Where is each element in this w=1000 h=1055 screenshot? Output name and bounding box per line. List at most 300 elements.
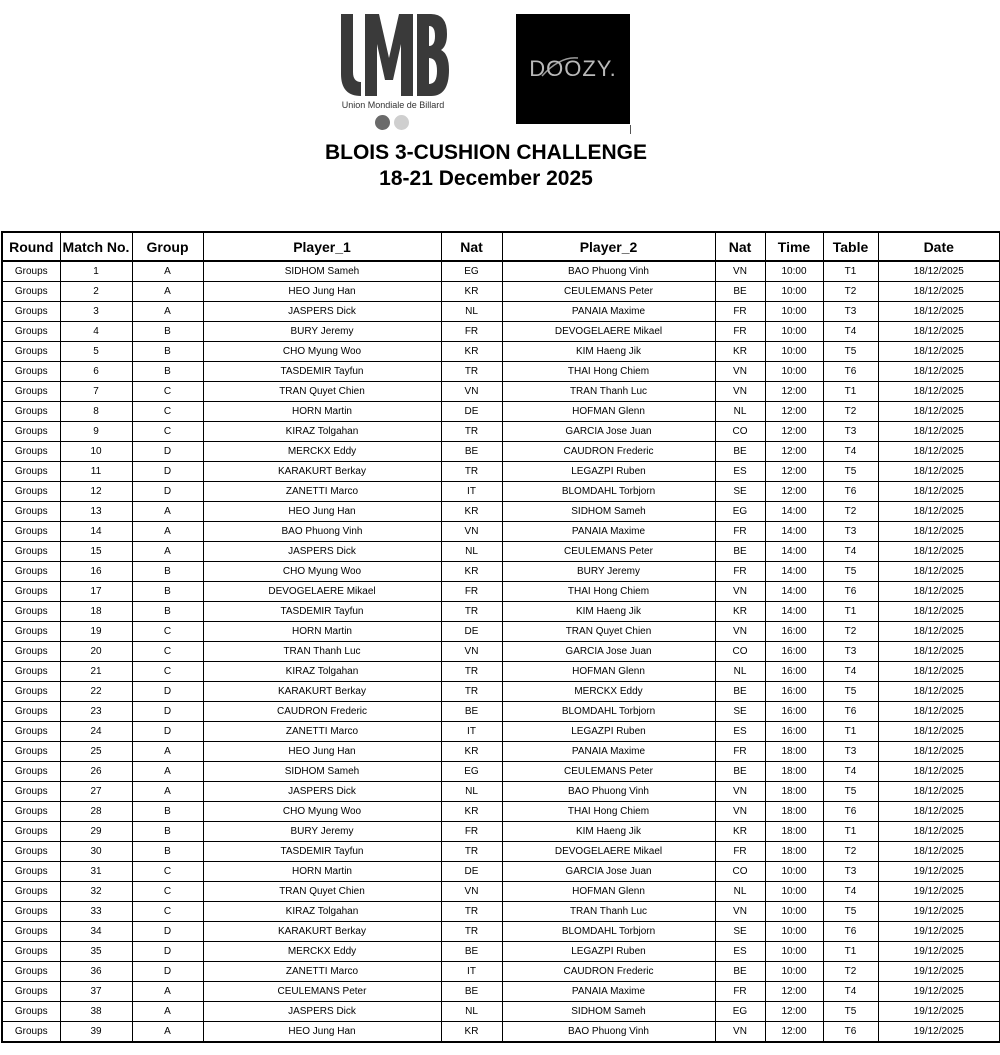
table-cell: 30 [60, 842, 132, 862]
table-cell: BE [715, 682, 765, 702]
table-cell: CO [715, 422, 765, 442]
table-cell: T4 [823, 882, 878, 902]
table-row [2, 442, 1000, 462]
table-cell: T5 [823, 902, 878, 922]
table-cell: KIRAZ Tolgahan [203, 422, 441, 442]
table-cell: A [132, 522, 203, 542]
table-row [2, 802, 1000, 822]
table-cell: GARCIA Jose Juan [502, 422, 715, 442]
table-cell: EG [441, 762, 502, 782]
table-cell: 4 [60, 322, 132, 342]
table-cell: 18/12/2025 [878, 502, 1000, 522]
table-cell: NL [715, 402, 765, 422]
table-cell: CHO Myung Woo [203, 342, 441, 362]
table-cell: T1 [823, 602, 878, 622]
table-cell: Groups [2, 402, 60, 422]
table-cell: KIRAZ Tolgahan [203, 662, 441, 682]
table-cell: HOFMAN Glenn [502, 882, 715, 902]
table-cell: SIDHOM Sameh [502, 502, 715, 522]
table-cell: 18/12/2025 [878, 582, 1000, 602]
table-cell: BLOMDAHL Torbjorn [502, 702, 715, 722]
column-header: Player_1 [203, 232, 441, 261]
table-cell: CAUDRON Frederic [502, 962, 715, 982]
table-cell: T2 [823, 402, 878, 422]
table-cell: 18 [60, 602, 132, 622]
table-cell: FR [715, 522, 765, 542]
table-cell: KR [441, 742, 502, 762]
table-cell: JASPERS Dick [203, 782, 441, 802]
table-cell: 38 [60, 1002, 132, 1022]
table-cell: 15 [60, 542, 132, 562]
table-row [2, 322, 1000, 342]
table-row [2, 602, 1000, 622]
table-cell: VN [715, 802, 765, 822]
table-cell: VN [441, 642, 502, 662]
table-cell: TR [441, 362, 502, 382]
table-cell: CEULEMANS Peter [502, 282, 715, 302]
column-header: Nat [441, 232, 502, 261]
table-cell: T5 [823, 782, 878, 802]
dark-ball-icon [375, 115, 390, 130]
table-cell: LEGAZPI Ruben [502, 462, 715, 482]
table-cell: 19/12/2025 [878, 982, 1000, 1002]
table-cell: NL [715, 662, 765, 682]
table-cell: 12:00 [765, 1002, 823, 1022]
table-cell: DEVOGELAERE Mikael [203, 582, 441, 602]
table-cell: 18:00 [765, 802, 823, 822]
table-cell: Groups [2, 782, 60, 802]
table-cell: LEGAZPI Ruben [502, 722, 715, 742]
table-cell: BURY Jeremy [203, 822, 441, 842]
table-cell: C [132, 862, 203, 882]
table-cell: T2 [823, 502, 878, 522]
table-cell: T2 [823, 842, 878, 862]
table-cell: B [132, 602, 203, 622]
table-cell: VN [715, 782, 765, 802]
table-cell: EG [715, 1002, 765, 1022]
table-cell: KARAKURT Berkay [203, 682, 441, 702]
table-cell: T4 [823, 322, 878, 342]
table-cell: 36 [60, 962, 132, 982]
table-cell: A [132, 261, 203, 282]
table-cell: T4 [823, 542, 878, 562]
table-cell: TRAN Thanh Luc [502, 382, 715, 402]
table-cell: BE [715, 282, 765, 302]
table-row [2, 642, 1000, 662]
table-cell: T1 [823, 822, 878, 842]
table-cell: 18/12/2025 [878, 402, 1000, 422]
table-cell: BLOMDAHL Torbjorn [502, 922, 715, 942]
table-cell: T3 [823, 422, 878, 442]
table-cell: Groups [2, 862, 60, 882]
table-cell: 14:00 [765, 602, 823, 622]
table-cell: 33 [60, 902, 132, 922]
table-cell: 18/12/2025 [878, 602, 1000, 622]
table-row [2, 982, 1000, 1002]
table-cell: 6 [60, 362, 132, 382]
table-cell: C [132, 402, 203, 422]
table-cell: C [132, 642, 203, 662]
table-cell: 14:00 [765, 502, 823, 522]
table-cell: VN [715, 382, 765, 402]
table-cell: 18/12/2025 [878, 782, 1000, 802]
table-cell: DE [441, 862, 502, 882]
table-cell: Groups [2, 662, 60, 682]
table-cell: 16:00 [765, 682, 823, 702]
table-cell: T6 [823, 362, 878, 382]
table-cell: CHO Myung Woo [203, 802, 441, 822]
table-cell: 18/12/2025 [878, 622, 1000, 642]
table-cell: 18/12/2025 [878, 322, 1000, 342]
table-cell: PANAIA Maxime [502, 742, 715, 762]
table-cell: 10:00 [765, 342, 823, 362]
table-row [2, 762, 1000, 782]
table-cell: Groups [2, 822, 60, 842]
table-cell: CHO Myung Woo [203, 562, 441, 582]
table-cell: FR [715, 322, 765, 342]
table-cell: TRAN Quyet Chien [203, 882, 441, 902]
table-cell: VN [715, 1022, 765, 1043]
table-cell: 16:00 [765, 702, 823, 722]
table-cell: CO [715, 862, 765, 882]
table-cell: 18/12/2025 [878, 722, 1000, 742]
table-row [2, 1002, 1000, 1022]
table-cell: Groups [2, 842, 60, 862]
table-cell: T1 [823, 942, 878, 962]
table-row [2, 722, 1000, 742]
table-cell: 24 [60, 722, 132, 742]
table-cell: 16:00 [765, 622, 823, 642]
table-cell: 18/12/2025 [878, 762, 1000, 782]
table-cell: Groups [2, 442, 60, 462]
table-cell: BAO Phuong Vinh [203, 522, 441, 542]
table-row [2, 362, 1000, 382]
table-cell: 39 [60, 1022, 132, 1043]
table-cell: Groups [2, 902, 60, 922]
table-cell: B [132, 842, 203, 862]
table-cell: 14 [60, 522, 132, 542]
table-cell: 18/12/2025 [878, 382, 1000, 402]
table-cell: C [132, 382, 203, 402]
table-row [2, 682, 1000, 702]
table-cell: 19/12/2025 [878, 1002, 1000, 1022]
table-cell: T5 [823, 562, 878, 582]
table-cell: PANAIA Maxime [502, 982, 715, 1002]
table-cell: BE [441, 982, 502, 1002]
table-cell: BE [441, 702, 502, 722]
table-cell: BAO Phuong Vinh [502, 261, 715, 282]
table-cell: Groups [2, 522, 60, 542]
table-row [2, 962, 1000, 982]
table-cell: C [132, 882, 203, 902]
table-cell: 10:00 [765, 282, 823, 302]
table-cell: 10:00 [765, 261, 823, 282]
table-cell: HOFMAN Glenn [502, 402, 715, 422]
table-cell: 10:00 [765, 362, 823, 382]
table-cell: VN [441, 882, 502, 902]
table-cell: Groups [2, 682, 60, 702]
table-cell: 10:00 [765, 862, 823, 882]
table-cell: CEULEMANS Peter [203, 982, 441, 1002]
table-cell: Groups [2, 482, 60, 502]
table-cell: KIRAZ Tolgahan [203, 902, 441, 922]
table-cell: HEO Jung Han [203, 502, 441, 522]
table-cell: 10 [60, 442, 132, 462]
table-cell: 1 [60, 261, 132, 282]
table-cell: DE [441, 622, 502, 642]
table-row [2, 822, 1000, 842]
column-header: Nat [715, 232, 765, 261]
table-cell: ZANETTI Marco [203, 482, 441, 502]
table-cell: TR [441, 922, 502, 942]
table-cell: 19/12/2025 [878, 862, 1000, 882]
table-cell: BE [715, 962, 765, 982]
table-cell: LEGAZPI Ruben [502, 942, 715, 962]
table-cell: 18/12/2025 [878, 662, 1000, 682]
table-cell: NL [441, 302, 502, 322]
table-cell: Groups [2, 922, 60, 942]
table-cell: PANAIA Maxime [502, 302, 715, 322]
table-cell: ES [715, 722, 765, 742]
table-cell: THAI Hong Chiem [502, 802, 715, 822]
table-cell: KIM Haeng Jik [502, 342, 715, 362]
column-header: Group [132, 232, 203, 261]
table-cell: Groups [2, 562, 60, 582]
table-cell: CAUDRON Frederic [203, 702, 441, 722]
table-cell: T4 [823, 662, 878, 682]
table-cell: 16 [60, 562, 132, 582]
table-cell: MERCKX Eddy [203, 442, 441, 462]
table-cell: Groups [2, 762, 60, 782]
table-cell: KIM Haeng Jik [502, 602, 715, 622]
table-cell: BAO Phuong Vinh [502, 1022, 715, 1043]
table-cell: 12:00 [765, 442, 823, 462]
table-cell: Groups [2, 502, 60, 522]
table-cell: 28 [60, 802, 132, 822]
table-cell: C [132, 422, 203, 442]
umb-logo [337, 10, 449, 132]
table-cell: 8 [60, 402, 132, 422]
table-cell: T3 [823, 862, 878, 882]
table-cell: 25 [60, 742, 132, 762]
table-cell: SIDHOM Sameh [203, 261, 441, 282]
schedule-body [2, 261, 1000, 1042]
table-cell: VN [715, 582, 765, 602]
table-cell: 14:00 [765, 522, 823, 542]
table-cell: T1 [823, 722, 878, 742]
table-cell: 12 [60, 482, 132, 502]
schedule-table [1, 231, 1000, 1043]
table-cell: SE [715, 702, 765, 722]
table-cell: Groups [2, 261, 60, 282]
table-cell: 12:00 [765, 422, 823, 442]
table-cell: HOFMAN Glenn [502, 662, 715, 682]
table-cell: 17 [60, 582, 132, 602]
table-cell: T3 [823, 642, 878, 662]
table-cell: BE [441, 942, 502, 962]
table-cell: KR [441, 342, 502, 362]
event-dates: 18-21 December 2025 [379, 167, 593, 190]
table-cell: 13 [60, 502, 132, 522]
table-cell: TASDEMIR Tayfun [203, 602, 441, 622]
table-cell: HORN Martin [203, 622, 441, 642]
table-cell: FR [715, 562, 765, 582]
table-cell: KARAKURT Berkay [203, 462, 441, 482]
table-cell: Groups [2, 702, 60, 722]
table-cell: KR [715, 602, 765, 622]
table-cell: TRAN Thanh Luc [203, 642, 441, 662]
table-row [2, 482, 1000, 502]
table-cell: T5 [823, 342, 878, 362]
table-row [2, 742, 1000, 762]
table-cell: 34 [60, 922, 132, 942]
table-cell: 35 [60, 942, 132, 962]
table-cell: 14:00 [765, 582, 823, 602]
table-cell: Groups [2, 742, 60, 762]
table-cell: T3 [823, 302, 878, 322]
table-cell: TR [441, 902, 502, 922]
table-cell: 19 [60, 622, 132, 642]
umb-name: Union Mondiale de Billard [341, 100, 445, 110]
column-header: Round [2, 232, 60, 261]
table-row [2, 582, 1000, 602]
table-cell: D [132, 962, 203, 982]
table-cell: 14:00 [765, 542, 823, 562]
table-cell: TR [441, 842, 502, 862]
table-cell: 18/12/2025 [878, 482, 1000, 502]
table-cell: D [132, 702, 203, 722]
table-cell: Groups [2, 602, 60, 622]
table-cell: T2 [823, 622, 878, 642]
table-cell: A [132, 762, 203, 782]
table-cell: 10:00 [765, 902, 823, 922]
table-cell: A [132, 782, 203, 802]
table-cell: PANAIA Maxime [502, 522, 715, 542]
table-cell: 31 [60, 862, 132, 882]
table-cell: IT [441, 482, 502, 502]
table-cell: 18:00 [765, 822, 823, 842]
table-cell: TR [441, 682, 502, 702]
table-cell: B [132, 562, 203, 582]
table-cell: 12:00 [765, 482, 823, 502]
table-row [2, 902, 1000, 922]
table-cell: TR [441, 422, 502, 442]
table-row [2, 522, 1000, 542]
table-cell: T5 [823, 462, 878, 482]
table-cell: 18/12/2025 [878, 842, 1000, 862]
table-cell: 19/12/2025 [878, 962, 1000, 982]
table-cell: EG [715, 502, 765, 522]
table-cell: 10:00 [765, 302, 823, 322]
table-cell: 19/12/2025 [878, 882, 1000, 902]
table-cell: 18/12/2025 [878, 282, 1000, 302]
table-cell: MERCKX Eddy [203, 942, 441, 962]
table-cell: EG [441, 261, 502, 282]
table-cell: FR [715, 742, 765, 762]
table-cell: VN [715, 261, 765, 282]
table-cell: HORN Martin [203, 862, 441, 882]
table-cell: 18/12/2025 [878, 261, 1000, 282]
table-cell: FR [441, 822, 502, 842]
table-cell: 18:00 [765, 762, 823, 782]
table-cell: GARCIA Jose Juan [502, 862, 715, 882]
table-cell: GARCIA Jose Juan [502, 642, 715, 662]
table-cell: NL [441, 782, 502, 802]
table-cell: 18/12/2025 [878, 362, 1000, 382]
table-cell: A [132, 282, 203, 302]
table-cell: FR [715, 842, 765, 862]
table-cell: T1 [823, 261, 878, 282]
table-cell: DEVOGELAERE Mikael [502, 322, 715, 342]
table-cell: 19/12/2025 [878, 1022, 1000, 1043]
table-cell: 18:00 [765, 842, 823, 862]
table-cell: 20 [60, 642, 132, 662]
table-cell: 18/12/2025 [878, 302, 1000, 322]
table-cell: Groups [2, 382, 60, 402]
table-cell: 9 [60, 422, 132, 442]
table-cell: T1 [823, 382, 878, 402]
table-cell: Groups [2, 302, 60, 322]
table-cell: B [132, 322, 203, 342]
table-row [2, 562, 1000, 582]
table-row [2, 622, 1000, 642]
table-cell: A [132, 742, 203, 762]
table-cell: 18/12/2025 [878, 702, 1000, 722]
table-cell: 12:00 [765, 982, 823, 1002]
table-cell: DE [441, 402, 502, 422]
table-cell: JASPERS Dick [203, 302, 441, 322]
table-row [2, 942, 1000, 962]
table-cell: ES [715, 942, 765, 962]
table-cell: A [132, 302, 203, 322]
table-cell: T4 [823, 762, 878, 782]
table-cell: SIDHOM Sameh [502, 1002, 715, 1022]
column-header: Player_2 [502, 232, 715, 261]
table-cell: JASPERS Dick [203, 1002, 441, 1022]
table-cell: KR [715, 822, 765, 842]
table-cell: THAI Hong Chiem [502, 362, 715, 382]
table-cell: KARAKURT Berkay [203, 922, 441, 942]
table-cell: T5 [823, 1002, 878, 1022]
table-cell: 19/12/2025 [878, 942, 1000, 962]
table-cell: TRAN Quyet Chien [502, 622, 715, 642]
table-cell: D [132, 482, 203, 502]
table-cell: A [132, 982, 203, 1002]
table-cell: TR [441, 662, 502, 682]
table-cell: Groups [2, 962, 60, 982]
table-cell: D [132, 922, 203, 942]
table-cell: TR [441, 462, 502, 482]
table-cell: 26 [60, 762, 132, 782]
table-row [2, 261, 1000, 282]
table-cell: TASDEMIR Tayfun [203, 362, 441, 382]
table-cell: 3 [60, 302, 132, 322]
table-row [2, 842, 1000, 862]
column-header: Match No. [60, 232, 132, 261]
table-cell: VN [715, 622, 765, 642]
table-cell: VN [441, 382, 502, 402]
table-row [2, 462, 1000, 482]
table-cell: D [132, 442, 203, 462]
table-cell: D [132, 722, 203, 742]
table-cell: Groups [2, 642, 60, 662]
table-cell: Groups [2, 542, 60, 562]
table-cell: T6 [823, 802, 878, 822]
table-cell: BE [715, 762, 765, 782]
table-cell: Groups [2, 422, 60, 442]
table-cell: B [132, 342, 203, 362]
table-row [2, 922, 1000, 942]
